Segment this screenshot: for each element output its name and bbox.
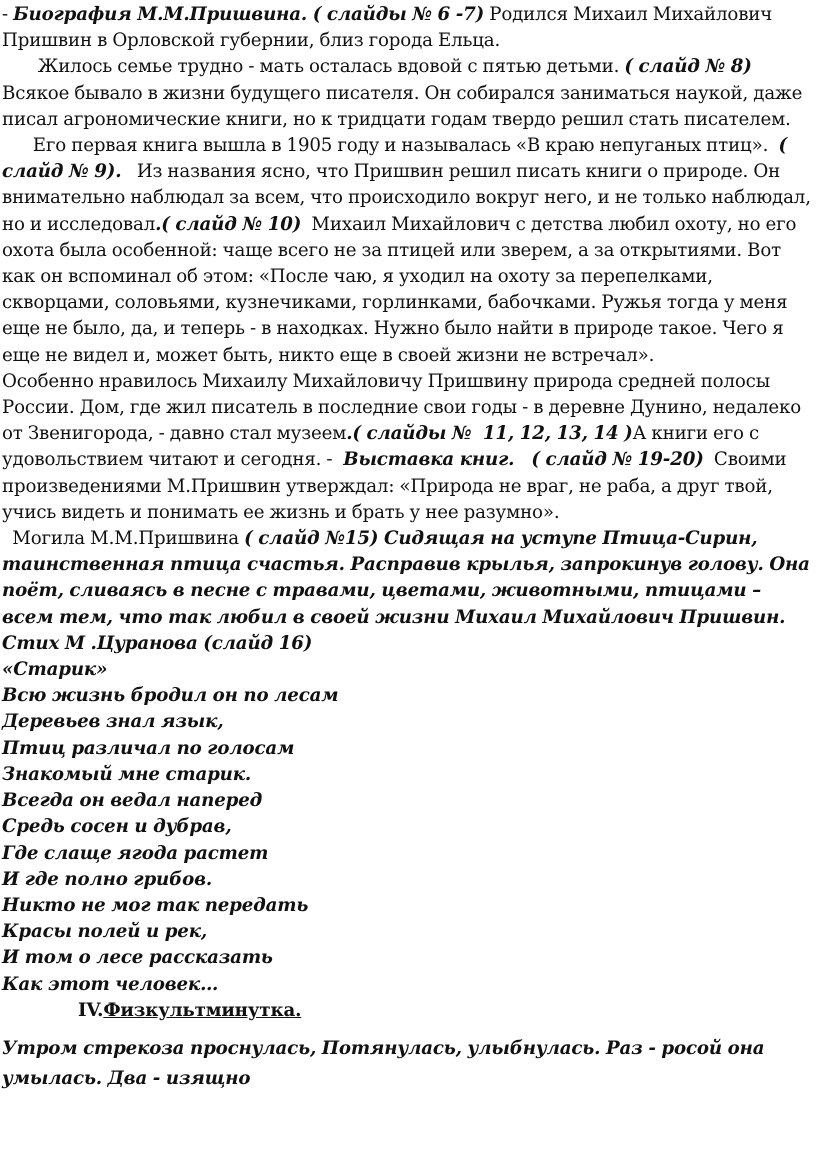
paragraph-first-book [2, 133, 816, 369]
paragraph-museum [2, 369, 812, 526]
section-heading [2, 998, 812, 1024]
poem-line: И том о лесе рассказать [2, 947, 273, 969]
exhibit-reference: Выставка книг. ( слайд № 19-20) [337, 449, 704, 471]
poem-heading: Стих М .Цуранова (слайд 16) [2, 632, 313, 654]
paragraph-text: Родился Михаил Михайлович Пришвин в Орловской губернии, близ города Ельца. [2, 4, 773, 52]
sirin-description: ( слайд №15) Сидящая на уступе Птица-Сирин, таинственная птица счастья. Расправив крылья, запрокинув голову. Она поёт, сливаясь в песне с травами, цветами, животными, птицами – всем тем, что так любил в своей жизни Михаил Михайлович Пришвин. [2, 528, 816, 628]
paragraph-text: А книги его с удовольствием читают и сегодня. - [2, 423, 765, 471]
paragraph-lead: - [2, 4, 14, 25]
poem-line: Знакомый мне старик. [2, 763, 252, 785]
paragraph-text: Могила М.М.Пришвина [12, 528, 245, 550]
paragraph-text: Михаил Михайлович с детства любил охоту, но его охота была особенной: чаще всего не за птицей или зверем, а за открытиями. Вот как он вспоминал об этом: «После чаю, я уходил на охоту за перепелками, скворцами, соловьями, кузнечиками, горлинками, бабочками. Ружья тогда у меня еще не было, да, и теперь - в находках. Нужно было найти в природе такое. Чего я еще не видел и, может быть, никто еще в своей жизни не встречал». [2, 213, 802, 366]
poem-line: Птиц различал по голосам [2, 737, 295, 759]
paragraph-text: Из названия ясно, что Пришвин решил писать книги о природе. Он внимательно наблюдал за всем, что происходило вокруг него, и не только наблюдал, но и исследовал [2, 161, 816, 235]
document-body [2, 2, 816, 1094]
paragraph-text: Его первая книга вышла в 1905 году и называлась «В краю непуганых птиц». [32, 135, 779, 157]
exercise-block [2, 1034, 812, 1094]
poem-line: Где слаще ягода растет [2, 842, 269, 864]
paragraph-text: Особенно нравилось Михаилу Михайловичу Пришвину природа средней полосы России. Дом, где жил писатель в последние свои годы - в деревне Дунино, недалеко от Звенигорода, - давно стал музеем [2, 370, 807, 445]
poem-line: Всю жизнь бродил он по лесам [2, 685, 339, 707]
paragraph-indent [2, 56, 38, 77]
poem-line: Красы полей и рек, [2, 921, 208, 943]
paragraph-text: Жилось семье трудно - мать осталась вдовой с пятью детьми. [37, 56, 625, 78]
poem-line: Как этот человек… [2, 973, 219, 995]
paragraph-text: Всякое бывало в жизни будущего писателя. Он собирался заниматься наукой, даже писал агрономические книги, но к тридцати годам твердо решил стать писателем. [2, 56, 808, 130]
poem-line: И где полно грибов. [2, 868, 213, 890]
poem-line: Деревьев знал язык, [2, 711, 224, 733]
slide-reference: .( слайды № 11, 12, 13, 14 ) [346, 423, 633, 445]
paragraph-text: Своими произведениями М.Пришвин утверждал: «Природа не враг, не раба, а друг твой, учись видеть и понимать ее жизнь и брать у нее разумно». [2, 449, 792, 523]
poem-block [2, 631, 812, 998]
paragraph-indent [2, 528, 12, 549]
poem-line: Всегда он ведал наперед [2, 790, 263, 812]
poem-title: «Старик» [2, 659, 108, 681]
poem-line: Никто не мог так передать [2, 894, 309, 916]
poem-line: Средь сосен и дубрав, [2, 816, 232, 838]
paragraph-indent [2, 135, 33, 156]
paragraph-family [2, 54, 812, 133]
slide-reference: ( слайд № 8) [624, 56, 752, 78]
section-title: Физкультминутка. [103, 999, 302, 1021]
slide-reference: ( слайд № 9). [2, 135, 793, 183]
biography-heading: Биография М.М.Пришвина. ( слайды № 6 -7) [13, 4, 485, 25]
exercise-text: Утром стрекоза проснулась, Потянулась, улыбнулась. Раз - росой она умылась. Два - изящно [2, 1037, 765, 1089]
slide-reference: .( слайд № 10) [155, 213, 302, 235]
paragraph-grave [2, 526, 816, 631]
paragraph-biography [2, 2, 812, 54]
section-number: IV. [78, 999, 104, 1021]
